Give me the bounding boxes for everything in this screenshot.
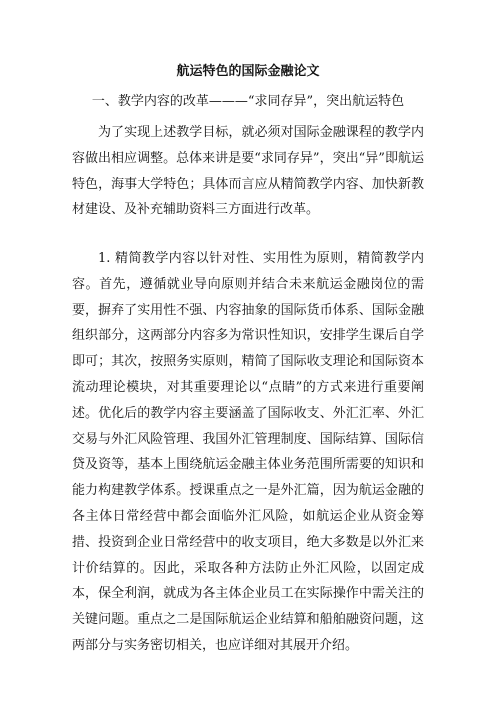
document-title: 航运特色的国际金融论文 bbox=[176, 64, 320, 79]
section-heading: 一、教学内容的改革———“求同存异”，突出航运特色 bbox=[91, 94, 405, 109]
paragraph: 为了实现上述教学目标，就必须对国际金融课程的教学内容做出相应调整。总体来讲是要“求同存异”，突出“异”即航运特色，海事大学特色；具体而言应从精简教学内容、加快新教材建设、及补充辅助资料三方面进行改革。 bbox=[72, 125, 424, 218]
paragraph: 1. 精简教学内容以针对性、实用性为原则，精简教学内容。首先，遵循就业导向原则并结合未来航运金融岗位的需要，摒弃了实用性不强、内容抽象的国际货币体系、国际金融组织部分，这两部分内容多为常识性知识，安排学生课后自学即可；其次，按照务实原则，精简了国际收支理论和国际资本流动理论模块，对其重要理论以“点睛”的方式来进行重要阐述。优化后的教学内容主要涵盖了国际收支、外汇汇率、外汇交易与外汇风险管理、我国外汇管理制度、国际结算、国际信贷及资等，基本上围绕航运金融主体业务范围所需要的知识和能力构建教学体系。授课重点之一是外汇篇，因为航运金融的各主体日常经营中都会面临外汇风险，如航运企业从资金筹措、投资到企业日常经营中的收支项目，绝大多数是以外汇来计价结算的。因此，采取各种方法防止外汇风险，以固定成本，保全利润，就成为各主体企业员工在实际操作中需关注的关键问题。重点之二是国际航运企业结算和船舶融资问题，这两部分与实务密切相关，也应详细对其展开介绍。 bbox=[72, 251, 424, 653]
